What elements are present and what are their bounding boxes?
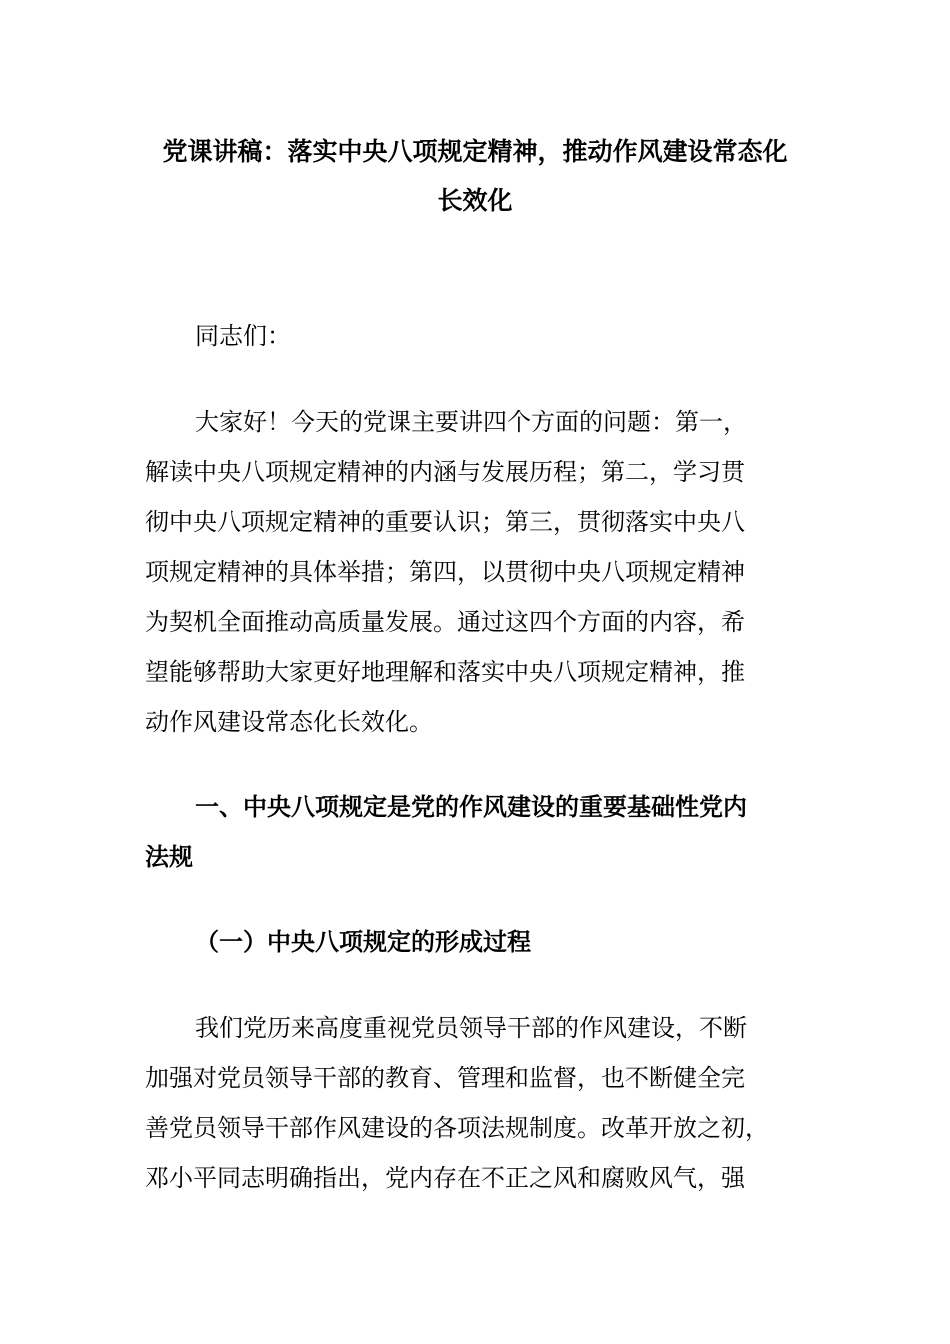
body-line: 善党员领导干部作风建设的各项法规制度。改革开放之初， — [145, 1114, 769, 1142]
intro-line: 项规定精神的具体举措；第四，以贯彻中央八项规定精神 — [145, 558, 745, 586]
section-heading-line: 一、中央八项规定是党的作风建设的重要基础性党内 — [195, 793, 747, 821]
document-title-line-2: 长效化 — [437, 186, 513, 215]
body-line: 邓小平同志明确指出，党内存在不正之风和腐败风气，强 — [145, 1164, 745, 1192]
intro-line: 望能够帮助大家更好地理解和落实中央八项规定精神，推 — [145, 658, 745, 686]
subsection-heading: （一）中央八项规定的形成过程 — [195, 928, 531, 956]
greeting: 同志们： — [195, 322, 291, 350]
intro-line: 大家好！今天的党课主要讲四个方面的问题：第一， — [195, 408, 747, 436]
body-line: 加强对党员领导干部的教育、管理和监督，也不断健全完 — [145, 1064, 745, 1092]
intro-line: 解读中央八项规定精神的内涵与发展历程；第二，学习贯 — [145, 458, 745, 486]
intro-line: 为契机全面推动高质量发展。通过这四个方面的内容，希 — [145, 608, 745, 636]
section-heading-line: 法规 — [145, 843, 193, 871]
document-title-line-1: 党课讲稿：落实中央八项规定精神，推动作风建设常态化 — [162, 137, 788, 166]
intro-line: 彻中央八项规定精神的重要认识；第三，贯彻落实中央八 — [145, 508, 745, 536]
intro-line: 动作风建设常态化长效化。 — [145, 708, 433, 736]
body-line: 我们党历来高度重视党员领导干部的作风建设，不断 — [195, 1014, 747, 1042]
